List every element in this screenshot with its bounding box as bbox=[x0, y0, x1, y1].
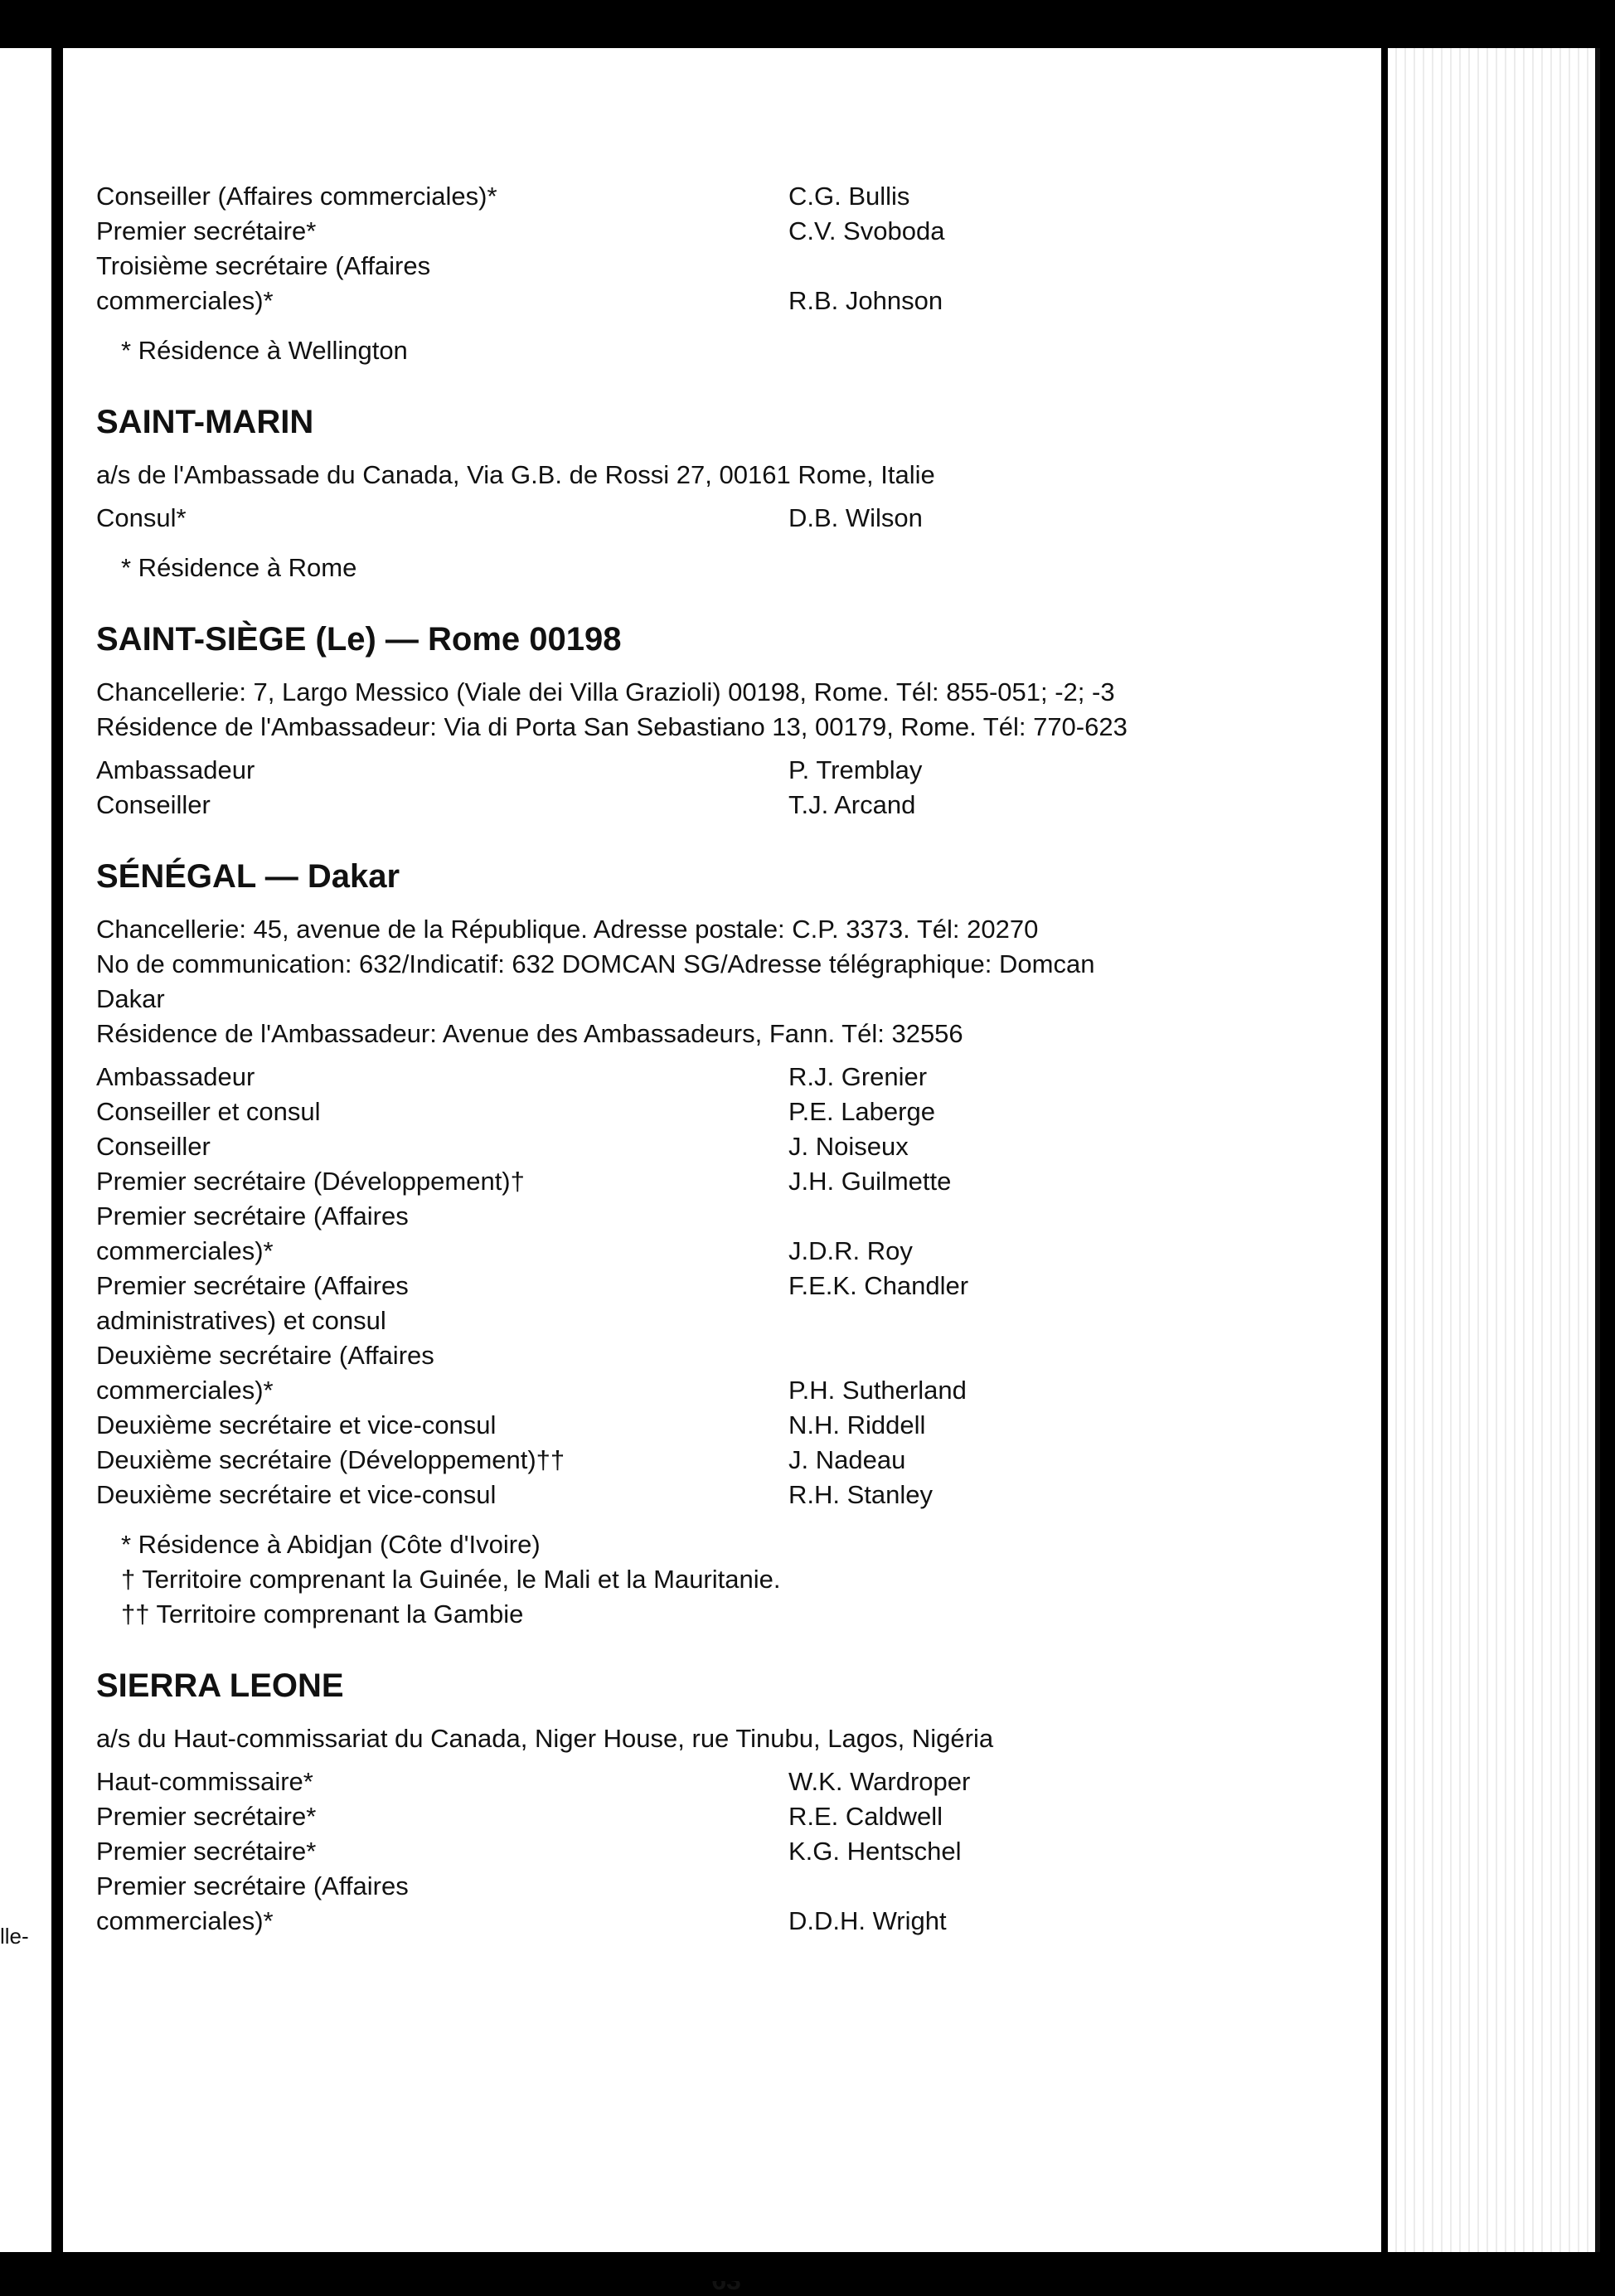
staff-name: C.G. Bullis bbox=[788, 182, 910, 211]
staff-name: R.E. Caldwell bbox=[788, 1802, 943, 1831]
address-line: Chancellerie: 7, Largo Messico (Viale dei Villa Grazioli) 00198, Rome. Tél: 855-051; -2; -3 bbox=[96, 677, 1115, 706]
staff-name: N.H. Riddell bbox=[788, 1410, 926, 1439]
footnote: † Territoire comprenant la Guinée, le Mali et la Mauritanie. bbox=[121, 1565, 781, 1594]
address-line: Chancellerie: 45, avenue de la République. Adresse postale: C.P. 3373. Tél: 20270 bbox=[96, 915, 1039, 944]
document-page bbox=[51, 48, 1388, 2252]
section-saint-marin bbox=[96, 400, 1356, 585]
staff-row bbox=[96, 1408, 1356, 1443]
staff-name: J.H. Guilmette bbox=[788, 1167, 952, 1196]
staff-role: Consul* bbox=[96, 503, 187, 532]
staff-row bbox=[96, 1164, 1356, 1199]
section-saint-siege bbox=[96, 617, 1356, 823]
staff-row bbox=[96, 788, 1356, 823]
address-line: Résidence de l'Ambassadeur: Avenue des Ambassadeurs, Fann. Tél: 32556 bbox=[96, 1019, 963, 1048]
footnotes bbox=[96, 551, 1356, 585]
footnote: * Résidence à Rome bbox=[121, 553, 357, 582]
margin-text-fragment: lle- bbox=[0, 1924, 29, 1949]
staff-name: P. Tremblay bbox=[788, 755, 923, 784]
staff-name: R.J. Grenier bbox=[788, 1062, 928, 1091]
staff-role: Premier secrétaire* bbox=[96, 1802, 317, 1831]
section-heading: SÉNÉGAL — Dakar bbox=[96, 858, 400, 895]
staff-role: administratives) et consul bbox=[96, 1306, 386, 1335]
staff-role: Premier secrétaire (Développement)† bbox=[96, 1167, 525, 1196]
footnotes bbox=[96, 333, 1356, 368]
footnote: * Résidence à Wellington bbox=[121, 336, 408, 365]
staff-list bbox=[96, 753, 1356, 823]
staff-role: Deuxième secrétaire et vice-consul bbox=[96, 1480, 497, 1509]
staff-role: Conseiller et consul bbox=[96, 1097, 321, 1126]
address-block bbox=[96, 458, 1356, 493]
staff-name: P.H. Sutherland bbox=[788, 1376, 967, 1405]
staff-row bbox=[96, 1269, 1356, 1303]
staff-role: Troisième secrétaire (Affaires commerciales)* bbox=[96, 251, 431, 315]
staff-role: Ambassadeur bbox=[96, 1062, 255, 1091]
scan-top-border bbox=[0, 0, 1615, 48]
staff-name: P.E. Laberge bbox=[788, 1097, 935, 1126]
staff-name: W.K. Wardroper bbox=[788, 1767, 971, 1796]
staff-list bbox=[96, 1060, 1356, 1512]
staff-row bbox=[96, 1799, 1356, 1834]
staff-row bbox=[96, 1199, 1356, 1269]
staff-list bbox=[96, 179, 1356, 318]
staff-name: J. Nadeau bbox=[788, 1445, 906, 1474]
staff-row bbox=[96, 753, 1356, 788]
staff-list bbox=[96, 501, 1356, 536]
address-line: a/s de l'Ambassade du Canada, Via G.B. de Rossi 27, 00161 Rome, Italie bbox=[96, 460, 935, 489]
staff-row bbox=[96, 1764, 1356, 1799]
staff-row bbox=[96, 1095, 1356, 1129]
scan-bottom-border bbox=[0, 2252, 1615, 2281]
section-heading: SIERRA LEONE bbox=[96, 1667, 344, 1704]
staff-role: Deuxième secrétaire (Développement)†† bbox=[96, 1445, 565, 1474]
staff-role: Premier secrétaire (Affaires bbox=[96, 1271, 409, 1300]
staff-name: J. Noiseux bbox=[788, 1132, 909, 1161]
staff-role: Premier secrétaire (Affaires commerciales)* bbox=[96, 1871, 409, 1935]
section-heading: SAINT-MARIN bbox=[96, 404, 314, 440]
page-content bbox=[96, 179, 1356, 1939]
section-senegal bbox=[96, 854, 1356, 1632]
footnote: †† Territoire comprenant la Gambie bbox=[121, 1599, 524, 1629]
staff-name: R.B. Johnson bbox=[788, 286, 943, 315]
footnotes bbox=[96, 1527, 1356, 1632]
staff-row bbox=[96, 1869, 1356, 1939]
staff-row bbox=[96, 1478, 1356, 1512]
staff-name: R.H. Stanley bbox=[788, 1480, 934, 1509]
staff-role: Conseiller bbox=[96, 1132, 211, 1161]
staff-row bbox=[96, 1443, 1356, 1478]
staff-row bbox=[96, 1303, 1356, 1338]
staff-name: K.G. Hentschel bbox=[788, 1837, 962, 1866]
staff-row bbox=[96, 1129, 1356, 1164]
staff-row bbox=[96, 1338, 1356, 1408]
address-block bbox=[96, 1721, 1356, 1756]
book-page-edges bbox=[1388, 48, 1600, 2252]
previous-page-margin bbox=[0, 48, 51, 2281]
staff-name: T.J. Arcand bbox=[788, 790, 916, 819]
footnote: * Résidence à Abidjan (Côte d'Ivoire) bbox=[121, 1530, 541, 1559]
staff-role: Haut-commissaire* bbox=[96, 1767, 313, 1796]
staff-list bbox=[96, 1764, 1356, 1939]
staff-row bbox=[96, 501, 1356, 536]
staff-name: J.D.R. Roy bbox=[788, 1236, 913, 1265]
staff-row bbox=[96, 1060, 1356, 1095]
staff-role: Premier secrétaire* bbox=[96, 216, 317, 245]
staff-role: Conseiller bbox=[96, 790, 211, 819]
address-block bbox=[96, 675, 1356, 745]
address-line: a/s du Haut-commissariat du Canada, Niger House, rue Tinubu, Lagos, Nigéria bbox=[96, 1724, 994, 1753]
address-line: Dakar bbox=[96, 984, 165, 1013]
staff-name: D.B. Wilson bbox=[788, 503, 923, 532]
address-block bbox=[96, 912, 1356, 1051]
staff-role: Ambassadeur bbox=[96, 755, 255, 784]
section-sierra-leone bbox=[96, 1663, 1356, 1939]
staff-row bbox=[96, 1834, 1356, 1869]
continued-block bbox=[96, 179, 1356, 368]
address-line: Résidence de l'Ambassadeur: Via di Porta San Sebastiano 13, 00179, Rome. Tél: 770-623 bbox=[96, 712, 1128, 741]
staff-role: Premier secrétaire (Affaires commerciales)* bbox=[96, 1201, 409, 1265]
section-heading: SAINT-SIÈGE (Le) — Rome 00198 bbox=[96, 621, 622, 658]
staff-name: F.E.K. Chandler bbox=[788, 1271, 969, 1300]
staff-name: D.D.H. Wright bbox=[788, 1906, 947, 1935]
staff-role: Deuxième secrétaire (Affaires commerciales)* bbox=[96, 1341, 434, 1405]
staff-role: Deuxième secrétaire et vice-consul bbox=[96, 1410, 497, 1439]
staff-row bbox=[96, 179, 1356, 214]
staff-row bbox=[96, 214, 1356, 249]
staff-role: Premier secrétaire* bbox=[96, 1837, 317, 1866]
staff-role: Conseiller (Affaires commerciales)* bbox=[96, 182, 497, 211]
staff-name: C.V. Svoboda bbox=[788, 216, 945, 245]
staff-row bbox=[96, 249, 1356, 318]
address-line: No de communication: 632/Indicatif: 632 DOMCAN SG/Adresse télégraphique: Domcan bbox=[96, 949, 1095, 978]
